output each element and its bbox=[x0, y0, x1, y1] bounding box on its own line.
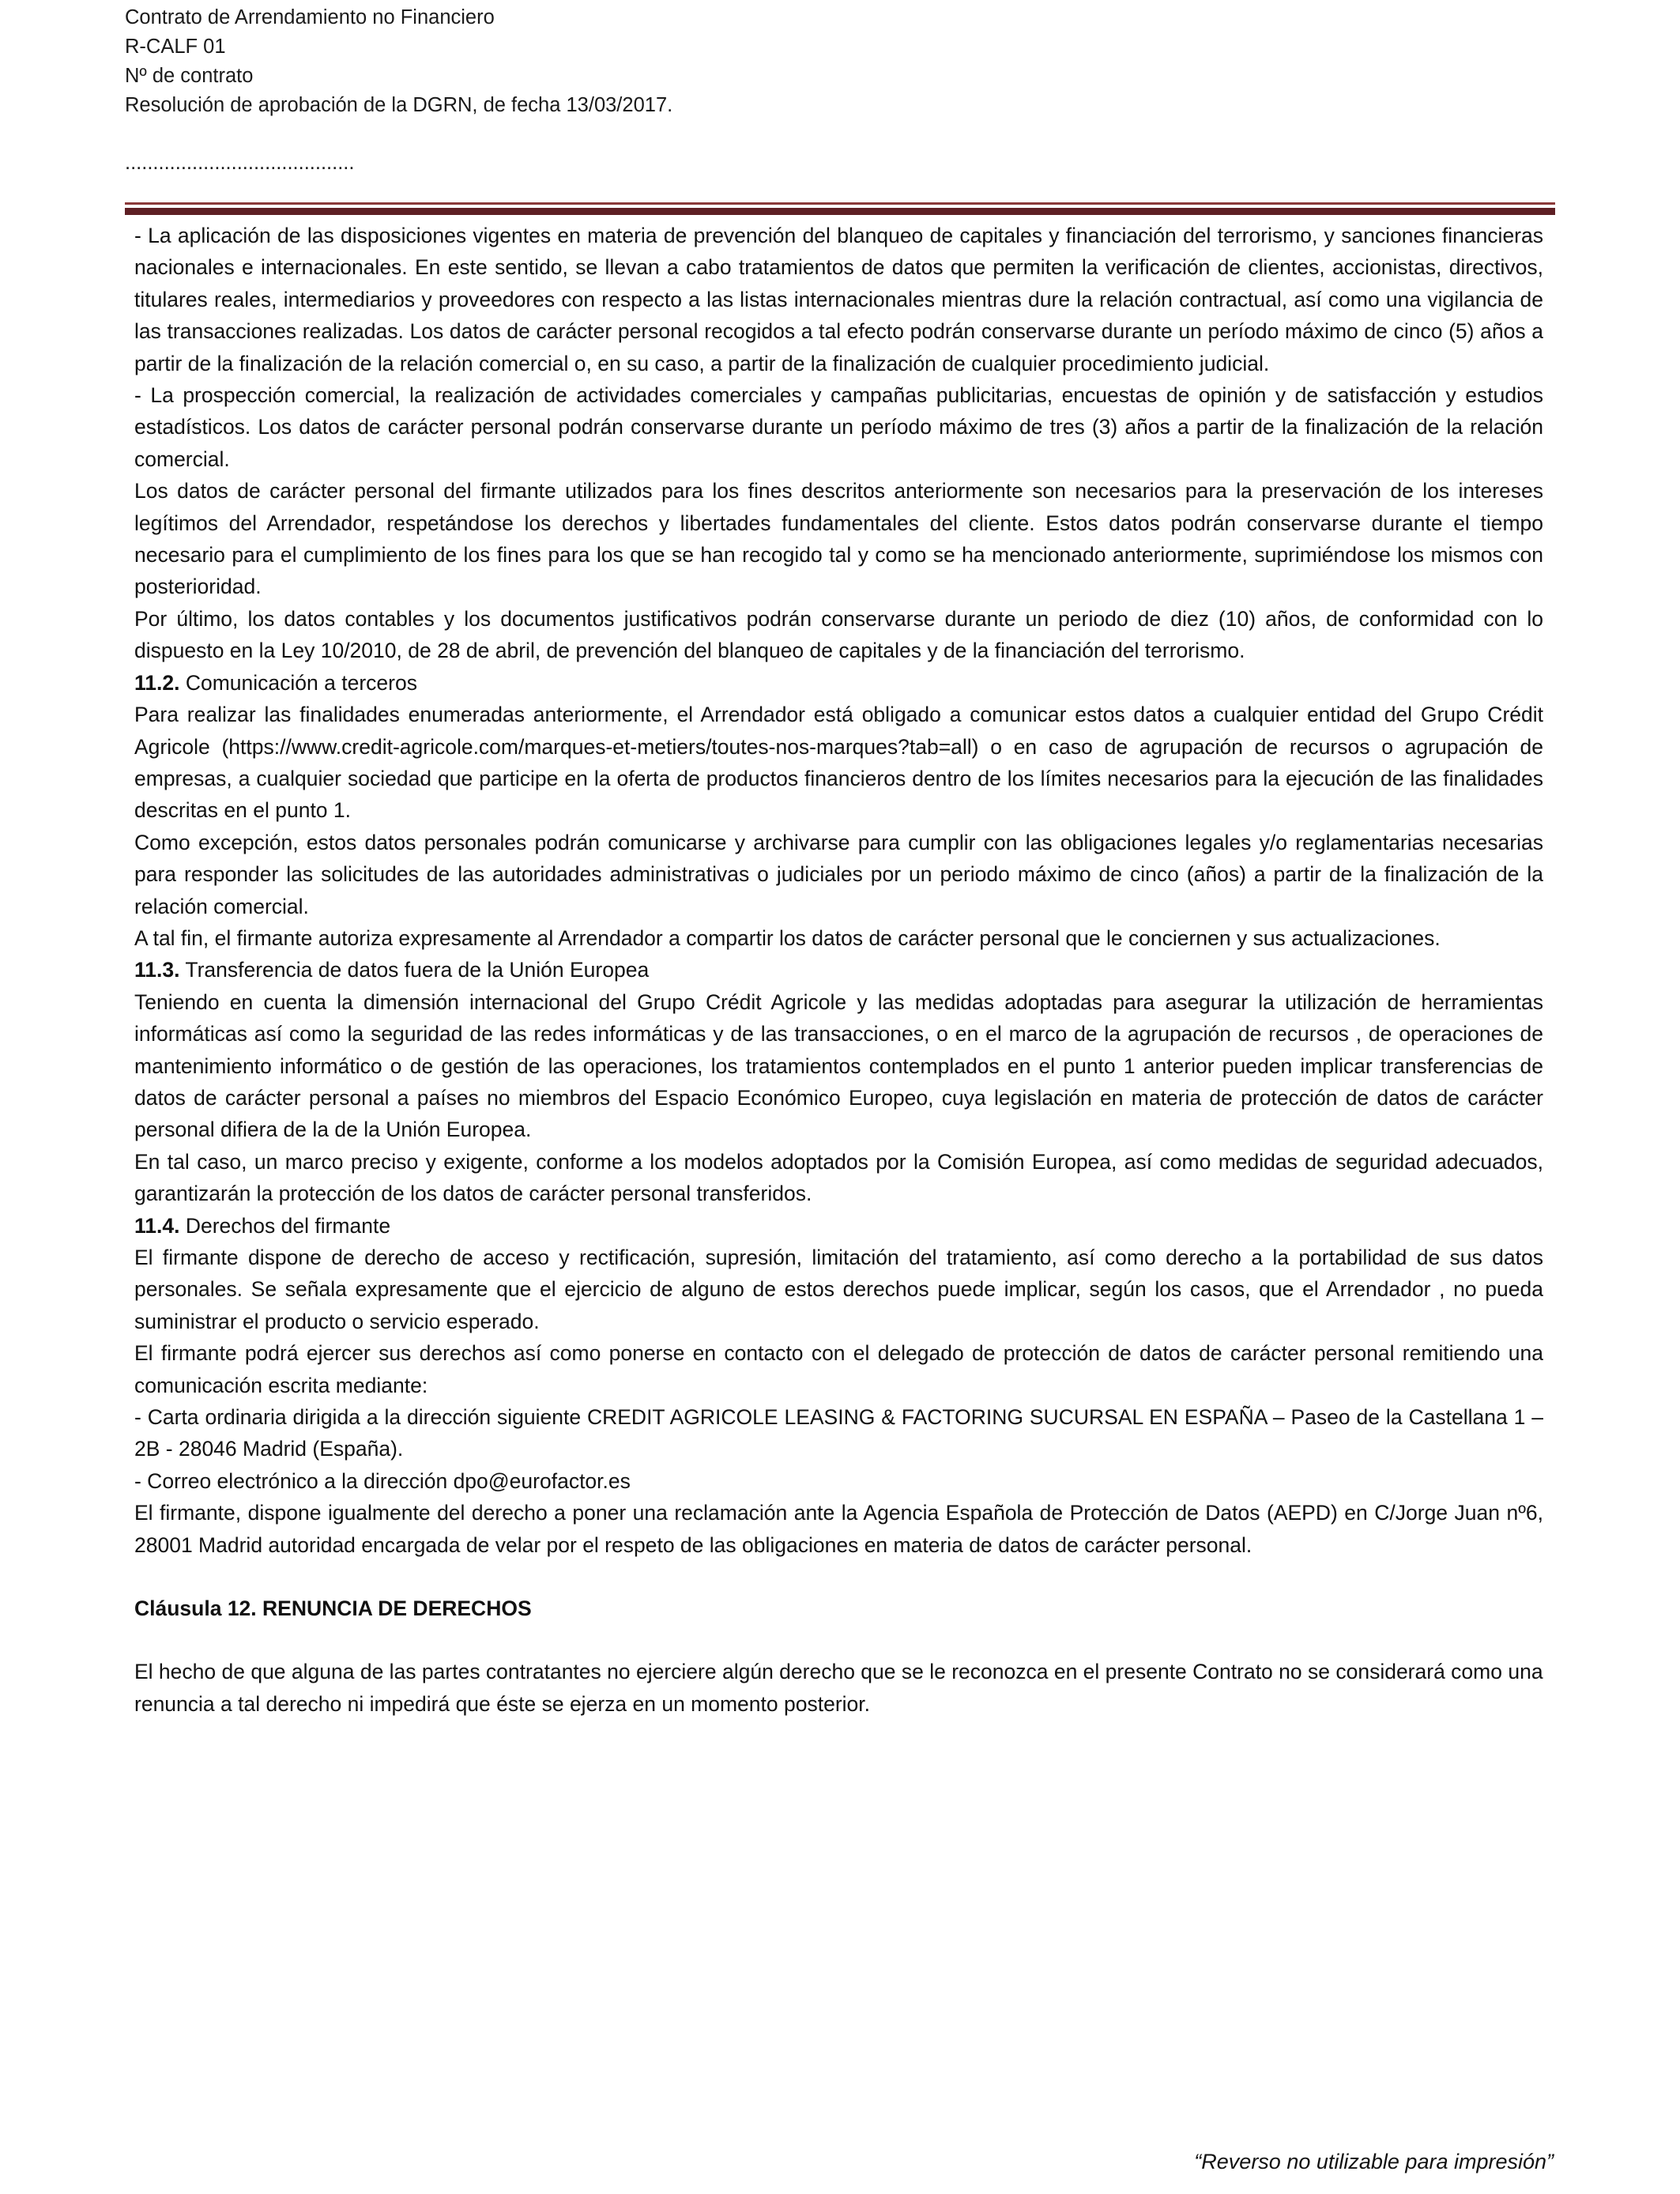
paragraph: El firmante dispone de derecho de acceso y rectificación, supresión, limitación del tratamiento, así como derecho a la portabilidad de sus datos personales. Se señala expresamente que el ejercicio de alguno de estos derechos puede implicar, según los casos, que el Arrendador , no pueda suministrar el producto o servicio esperado. bbox=[134, 1246, 1543, 1333]
approval-resolution: Resolución de aprobación de la DGRN, de fecha 13/03/2017. bbox=[125, 94, 673, 116]
paragraph: El hecho de que alguna de las partes contratantes no ejerciere algún derecho que se le reconozca en el presente Contrato no se considerará como una renuncia a tal derecho ni impedirá que éste se ejerza en un momento posterior. bbox=[134, 1660, 1543, 1716]
section-title: Derechos del firmante bbox=[185, 1213, 391, 1238]
paragraph: El firmante podrá ejercer sus derechos así como ponerse en contacto con el delegado de protección de datos de carácter personal remitiendo una comunicación escrita mediante: bbox=[134, 1341, 1543, 1397]
paragraph: En tal caso, un marco preciso y exigente, conforme a los modelos adoptados por la Comisión Europea, así como medidas de seguridad adecuados, garantizarán la protección de los datos de carácter personal transferidos. bbox=[134, 1149, 1543, 1206]
section-heading-11-4 bbox=[134, 1210, 1543, 1242]
contract-number-label: Nº de contrato bbox=[125, 65, 254, 87]
document-body bbox=[134, 220, 1543, 1720]
section-number: 11.3. bbox=[134, 958, 180, 982]
clause-heading-12: Cláusula 12. RENUNCIA DE DERECHOS bbox=[134, 1596, 532, 1621]
paragraph: - La prospección comercial, la realización de actividades comerciales y campañas publicitarias, encuestas de opinión y de satisfacción y estudios estadísticos. Los datos de carácter personal podrán conservarse durante un período máximo de tres (3) años a partir de la finalización de la relación comercial. bbox=[134, 383, 1543, 471]
section-number: 11.4. bbox=[134, 1213, 180, 1238]
list-item: - Correo electrónico a la dirección dpo@eurofactor.es bbox=[134, 1468, 631, 1493]
section-title: Transferencia de datos fuera de la Unión Europea bbox=[185, 958, 650, 982]
paragraph: El firmante, dispone igualmente del derecho a poner una reclamación ante la Agencia Española de Protección de Datos (AEPD) en C/Jorge Juan nº6, 28001 Madrid autoridad encargada de velar por el respeto de las obligaciones en materia de datos de carácter personal. bbox=[134, 1501, 1543, 1557]
form-code: R-CALF 01 bbox=[125, 36, 226, 58]
paragraph: Teniendo en cuenta la dimensión internacional del Grupo Crédit Agricole y las medidas adoptadas para asegurar la utilización de herramientas informáticas así como la seguridad de las redes informáticas y de las transacciones, o en el marco de la agrupación de recursos , de operaciones de mantenimiento informático o de gestión de las operaciones, los tratamientos contemplados en el punto 1 anterior pueden implicar transferencias de datos de carácter personal a países no miembros del Espacio Económico Europeo, cuya legislación en materia de protección de datos de carácter personal difiera de la de la Unión Europea. bbox=[134, 990, 1543, 1142]
contract-number-placeholder: ......................................... bbox=[125, 152, 355, 174]
paragraph: Como excepción, estos datos personales podrán comunicarse y archivarse para cumplir con las obligaciones legales y/o reglamentarias necesarias para responder las solicitudes de las autoridades administrativas o judiciales por un periodo máximo de cinco (años) a partir de la finalización de la relación comercial. bbox=[134, 830, 1543, 918]
contract-title: Contrato de Arrendamiento no Financiero bbox=[125, 6, 495, 28]
document-header bbox=[125, 3, 1547, 178]
section-heading-11-3 bbox=[134, 954, 1543, 986]
list-item: - Carta ordinaria dirigida a la dirección siguiente CREDIT AGRICOLE LEASING & FACTORING SUCURSAL EN ESPAÑA – Paseo de la Castellana 1 – 2B - 28046 Madrid (España). bbox=[134, 1405, 1543, 1461]
section-number: 11.2. bbox=[134, 670, 180, 695]
paragraph: Los datos de carácter personal del firmante utilizados para los fines descritos anteriormente son necesarios para la preservación de los intereses legítimos del Arrendador, respetándose los derechos y libertades fundamentales del cliente. Estos datos podrán conservarse durante el tiempo necesario para el cumplimiento de los fines para los que se han recogido tal y como se ha mencionado anteriormente, suprimiéndose los mismos con posterioridad. bbox=[134, 479, 1543, 599]
header-divider-thick bbox=[125, 208, 1555, 215]
header-divider-thin bbox=[125, 202, 1555, 205]
footer-note: “Reverso no utilizable para impresión” bbox=[1194, 2150, 1554, 2173]
section-title: Comunicación a terceros bbox=[185, 670, 417, 695]
paragraph: A tal fin, el firmante autoriza expresamente al Arrendador a compartir los datos de carácter personal que le conciernen y sus actualizaciones. bbox=[134, 925, 1441, 950]
paragraph: - La aplicación de las disposiciones vigentes en materia de prevención del blanqueo de capitales y financiación del terrorismo, y sanciones financieras nacionales e internacionales. En este sentido, se llevan a cabo tratamientos de datos que permiten la verificación de clientes, accionistas, directivos, titulares reales, intermediarios y proveedores con respecto a las listas internacionales mientras dure la relación contractual, así como una vigilancia de las transacciones realizadas. Los datos de carácter personal recogidos a tal efecto podrán conservarse durante un período máximo de cinco (5) años a partir de la finalización de la relación comercial o, en su caso, a partir de la finalización de cualquier procedimiento judicial. bbox=[134, 224, 1543, 375]
paragraph: Por último, los datos contables y los documentos justificativos podrán conservarse durante un periodo de diez (10) años, de conformidad con lo dispuesto en la Ley 10/2010, de 28 de abril, de prevención del blanqueo de capitales y de la financiación del terrorismo. bbox=[134, 606, 1543, 663]
section-heading-11-2 bbox=[134, 667, 1543, 699]
paragraph: Para realizar las finalidades enumeradas anteriormente, el Arrendador está obligado a comunicar estos datos a cualquier entidad del Grupo Crédit Agricole (https://www.credit-agricole.com/marques-et-metiers/toutes-nos-marques?tab=all) o en caso de agrupación de recursos o agrupación de empresas, a cualquier sociedad que participe en la oferta de productos financieros dentro de los límites necesarios para la ejecución de las finalidades descritas en el punto 1. bbox=[134, 703, 1543, 823]
